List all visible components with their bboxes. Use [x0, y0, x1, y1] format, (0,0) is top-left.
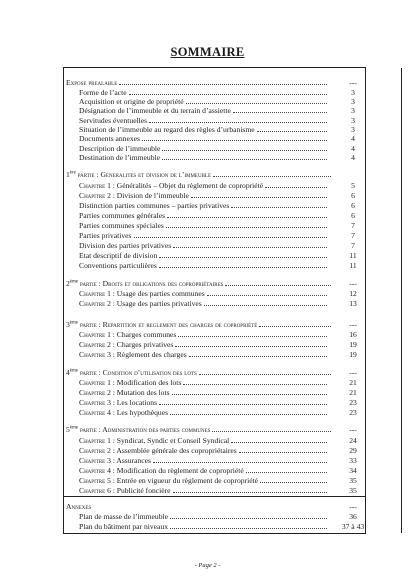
chapter-title: : Entrée en vigueur du règlement de copropriété	[110, 476, 259, 485]
chapter-title: : Mutation des lots	[110, 388, 170, 397]
toc-entry-label	[79, 446, 237, 455]
dot-leader	[159, 267, 327, 268]
page-number: 3	[351, 116, 355, 125]
toc-row	[0, 378, 415, 387]
toc-entry-label	[79, 340, 173, 349]
toc-row	[0, 522, 415, 531]
dot-leader	[149, 122, 327, 123]
toc-row	[0, 512, 415, 521]
page-number: 12	[349, 289, 357, 298]
toc-row	[0, 398, 415, 407]
chapter-title: : Syndicat, Syndic et Conseil Syndical	[110, 436, 230, 445]
page-footer: - Page 2 -	[194, 562, 221, 569]
toc-row	[0, 299, 415, 308]
dot-leader	[153, 462, 327, 463]
toc-entry-label	[79, 466, 244, 475]
toc-row	[0, 466, 415, 475]
toc-entry-label	[79, 378, 181, 387]
page-number: 3	[351, 97, 355, 106]
chapter-title: : Charges communes	[110, 330, 177, 339]
toc-row	[0, 436, 415, 445]
toc-entry-label	[79, 398, 157, 407]
dot-leader	[233, 112, 327, 113]
toc-row	[0, 97, 415, 106]
page-title: SOMMAIRE	[170, 45, 245, 59]
chapter-title: : Usage des parties privatives	[110, 299, 202, 308]
page-number: 21	[349, 388, 357, 397]
chapter-title: : Règlement des charges	[110, 350, 187, 359]
chapter-title: : Charges privatives	[110, 340, 174, 349]
chapter-number: Chapitre 5	[79, 476, 111, 485]
toc-entry-label	[66, 368, 197, 377]
toc-entry-label: Forme de l’acte	[79, 88, 127, 97]
toc-row	[0, 408, 415, 417]
toc-row	[0, 502, 415, 511]
dot-leader	[162, 159, 327, 160]
toc-entry-label: Expose prealable	[66, 78, 118, 87]
toc-row	[0, 211, 415, 220]
toc-entry-label: Distinction parties communes – parties privatives	[79, 201, 230, 210]
toc-entry-label: Documents annexes	[79, 134, 140, 143]
toc-entry-label	[79, 476, 258, 485]
dot-leader	[260, 482, 327, 483]
dot-leader	[183, 384, 327, 385]
dot-leader	[159, 404, 327, 405]
toc-entry-label: Division des parties privatives	[79, 241, 172, 250]
page-number: 7	[351, 231, 355, 240]
part-title: partie : Repartition et reglement des charges de copropriété	[78, 320, 258, 329]
toc-row	[0, 446, 415, 455]
toc-entry-label	[79, 350, 187, 359]
page-number: 6	[351, 211, 355, 220]
chapter-number: Chapitre 3	[79, 350, 111, 359]
toc-entry-label: Plan de masse de l’immeuble	[79, 512, 168, 521]
toc-row	[0, 279, 415, 288]
dot-leader	[213, 176, 331, 177]
toc-row	[0, 170, 415, 179]
toc-row	[0, 289, 415, 298]
dot-leader	[170, 518, 327, 519]
dot-leader	[212, 431, 331, 432]
part-number: 3	[66, 320, 70, 329]
dot-leader	[170, 528, 327, 529]
toc-entry-label: Parties privatives	[79, 231, 132, 240]
page-number: 3	[351, 125, 355, 134]
chapter-title: : Modification des lots	[110, 378, 182, 387]
chapter-number: Chapitre 1	[79, 378, 111, 387]
toc-row	[0, 221, 415, 230]
page-number: 21	[349, 378, 357, 387]
page-number: 35	[349, 476, 357, 485]
dot-leader	[129, 94, 327, 95]
page-number: ---	[349, 320, 357, 329]
chapter-title: : Assemblée générale des copropriétaires	[110, 446, 237, 455]
toc-entry-label: Etat descriptif de division	[79, 251, 158, 260]
toc-row	[0, 368, 415, 377]
toc-row	[0, 144, 415, 153]
toc-entry-label: Plan du bâtiment par niveaux	[79, 522, 168, 531]
part-number: 4	[66, 368, 70, 377]
chapter-number: Chapitre 1	[79, 181, 111, 190]
toc-row	[0, 88, 415, 97]
page-number: 23	[349, 408, 357, 417]
dot-leader	[159, 257, 327, 258]
annexes-separator	[64, 496, 365, 497]
chapter-title: : Les locations	[110, 398, 158, 407]
dot-leader	[178, 336, 327, 337]
page-number: 3	[351, 88, 355, 97]
dot-leader	[225, 285, 331, 286]
toc-row	[0, 251, 415, 260]
dot-leader	[231, 442, 327, 443]
toc-entry-label	[79, 181, 263, 190]
toc-entry-label	[66, 170, 211, 179]
page-number: 23	[349, 398, 357, 407]
chapter-number: Chapitre 1	[79, 436, 111, 445]
page-number: 36	[349, 512, 357, 521]
dot-leader	[172, 394, 327, 395]
toc-entry-label	[79, 456, 151, 465]
page-number: 16	[349, 330, 357, 339]
dot-leader	[265, 187, 327, 188]
dot-leader	[186, 103, 327, 104]
toc-entry-label	[79, 191, 189, 200]
page-number: 4	[351, 153, 355, 162]
toc-entry-label: Servitudes éventuelles	[79, 116, 148, 125]
page-number: 4	[351, 134, 355, 143]
chapter-title: : Division de l’immeuble	[110, 191, 189, 200]
toc-row	[0, 153, 415, 162]
toc-row	[0, 476, 415, 485]
toc-row	[0, 116, 415, 125]
toc-row	[0, 261, 415, 270]
dot-leader	[189, 356, 327, 357]
chapter-number: Chapitre 4	[79, 466, 111, 475]
chapter-number: Chapitre 3	[79, 456, 111, 465]
page-number: 19	[349, 350, 357, 359]
part-number: 5	[66, 425, 70, 434]
toc-entry-label: Désignation de l’immeuble et du terrain d’assiette	[79, 106, 231, 115]
toc-row	[0, 425, 415, 434]
toc-row	[0, 388, 415, 397]
page-number: 19	[349, 340, 357, 349]
part-title: partie : Administration des parties communes	[78, 425, 211, 434]
toc-row	[0, 134, 415, 143]
page-number: 37 à 43	[341, 522, 365, 531]
toc-row	[0, 486, 415, 495]
toc-row	[0, 181, 415, 190]
dot-leader	[257, 131, 327, 132]
part-number-suffix: ème	[69, 425, 79, 431]
toc-entry-label	[79, 289, 205, 298]
toc-entry-label	[79, 436, 229, 445]
part-title: partie : Condition d’utilisation des lots	[78, 368, 197, 377]
chapter-title: : Les hypothèques	[110, 408, 169, 417]
dot-leader	[207, 295, 327, 296]
page-number: 11	[349, 251, 357, 260]
part-number-suffix: ème	[69, 279, 79, 285]
page-number: 6	[351, 201, 355, 210]
chapter-number: Chapitre 2	[79, 446, 111, 455]
dot-leader	[173, 492, 327, 493]
toc-entry-label	[79, 330, 176, 339]
chapter-title: : Usage des parties communes	[110, 289, 205, 298]
dot-leader	[142, 140, 327, 141]
toc-entry-label	[66, 425, 210, 434]
toc-entry-label: Annexes	[66, 502, 92, 511]
toc-entry-label	[79, 299, 202, 308]
toc-entry-label: Acquisition et origine de propriété	[79, 97, 184, 106]
dot-leader	[246, 472, 327, 473]
chapter-number: Chapitre 4	[79, 408, 111, 417]
toc-entry-label	[79, 388, 170, 397]
chapter-number: Chapitre 2	[79, 340, 111, 349]
dot-leader	[191, 197, 327, 198]
toc-row	[0, 201, 415, 210]
dot-leader	[167, 217, 327, 218]
page-number: 4	[351, 144, 355, 153]
page-number: 34	[349, 466, 357, 475]
toc-entry-label: Description de l’immeuble	[79, 144, 161, 153]
page-number: 7	[351, 241, 355, 250]
toc-entry-label: Situation de l’immeuble au regard des règles d’urbanisme	[79, 125, 255, 134]
page-number: 7	[351, 221, 355, 230]
chapter-number: Chapitre 2	[79, 299, 111, 308]
toc-row	[0, 456, 415, 465]
page-number: ---	[349, 425, 357, 434]
dot-leader	[231, 207, 327, 208]
dot-leader	[134, 237, 327, 238]
toc-row	[0, 320, 415, 329]
toc-entry-label: Parties communes générales	[79, 211, 166, 220]
dot-leader	[166, 227, 327, 228]
toc-entry-label: Destination de l’immeuble	[79, 153, 160, 162]
chapter-number: Chapitre 2	[79, 388, 111, 397]
part-title: partie : Droits et obligations des copropriétaires	[78, 279, 224, 288]
part-number-suffix: ème	[69, 368, 79, 374]
dot-leader	[170, 414, 327, 415]
page-number: 13	[349, 299, 357, 308]
dot-leader	[199, 374, 331, 375]
part-number-suffix: ème	[69, 320, 79, 326]
chapter-number: Chapitre 2	[79, 191, 111, 200]
dot-leader	[173, 247, 327, 248]
page-number: 11	[349, 261, 357, 270]
chapter-title: : Généralités – Objet du règlement de copropriété	[110, 181, 264, 190]
part-number: 1	[66, 170, 70, 179]
toc-row	[0, 78, 415, 87]
chapter-number: Chapitre 1	[79, 330, 111, 339]
page-number: 3	[351, 106, 355, 115]
part-number-suffix: ère	[69, 170, 76, 176]
toc-row	[0, 330, 415, 339]
page-number: 5	[351, 181, 355, 190]
toc-row	[0, 241, 415, 250]
chapter-title: : Publicité foncière	[110, 486, 171, 495]
dot-leader	[119, 84, 327, 85]
dot-leader	[239, 452, 327, 453]
toc-row	[0, 191, 415, 200]
toc-entry-label	[66, 320, 257, 329]
toc-row	[0, 340, 415, 349]
page-number: 33	[349, 456, 357, 465]
page-number: 29	[349, 446, 357, 455]
toc-entry-label	[79, 408, 168, 417]
page-number: ---	[349, 368, 357, 377]
dot-leader	[259, 326, 331, 327]
dot-leader	[175, 346, 327, 347]
chapter-number: Chapitre 6	[79, 486, 111, 495]
chapter-title: : Assurances	[110, 456, 151, 465]
toc-row	[0, 231, 415, 240]
toc-entry-label	[66, 279, 223, 288]
toc-entry-label: Conventions particulières	[79, 261, 157, 270]
part-title: partie : Generalites et division de l’immeuble	[75, 170, 212, 179]
page-number: 6	[351, 191, 355, 200]
toc-row	[0, 106, 415, 115]
page-number: ---	[349, 279, 357, 288]
toc-entry-label: Parties communes spéciales	[79, 221, 164, 230]
page-number: ---	[349, 78, 357, 87]
chapter-number: Chapitre 1	[79, 289, 111, 298]
toc-entry-label	[79, 486, 171, 495]
dot-leader	[204, 305, 327, 306]
chapter-number: Chapitre 3	[79, 398, 111, 407]
page-number: ---	[349, 502, 357, 511]
toc-row	[0, 125, 415, 134]
toc-row	[0, 350, 415, 359]
part-number: 2	[66, 279, 70, 288]
page-number: 35	[349, 486, 357, 495]
dot-leader	[162, 150, 327, 151]
chapter-title: : Modification du règlement de copropriété	[110, 466, 244, 475]
page-number: 24	[349, 436, 357, 445]
